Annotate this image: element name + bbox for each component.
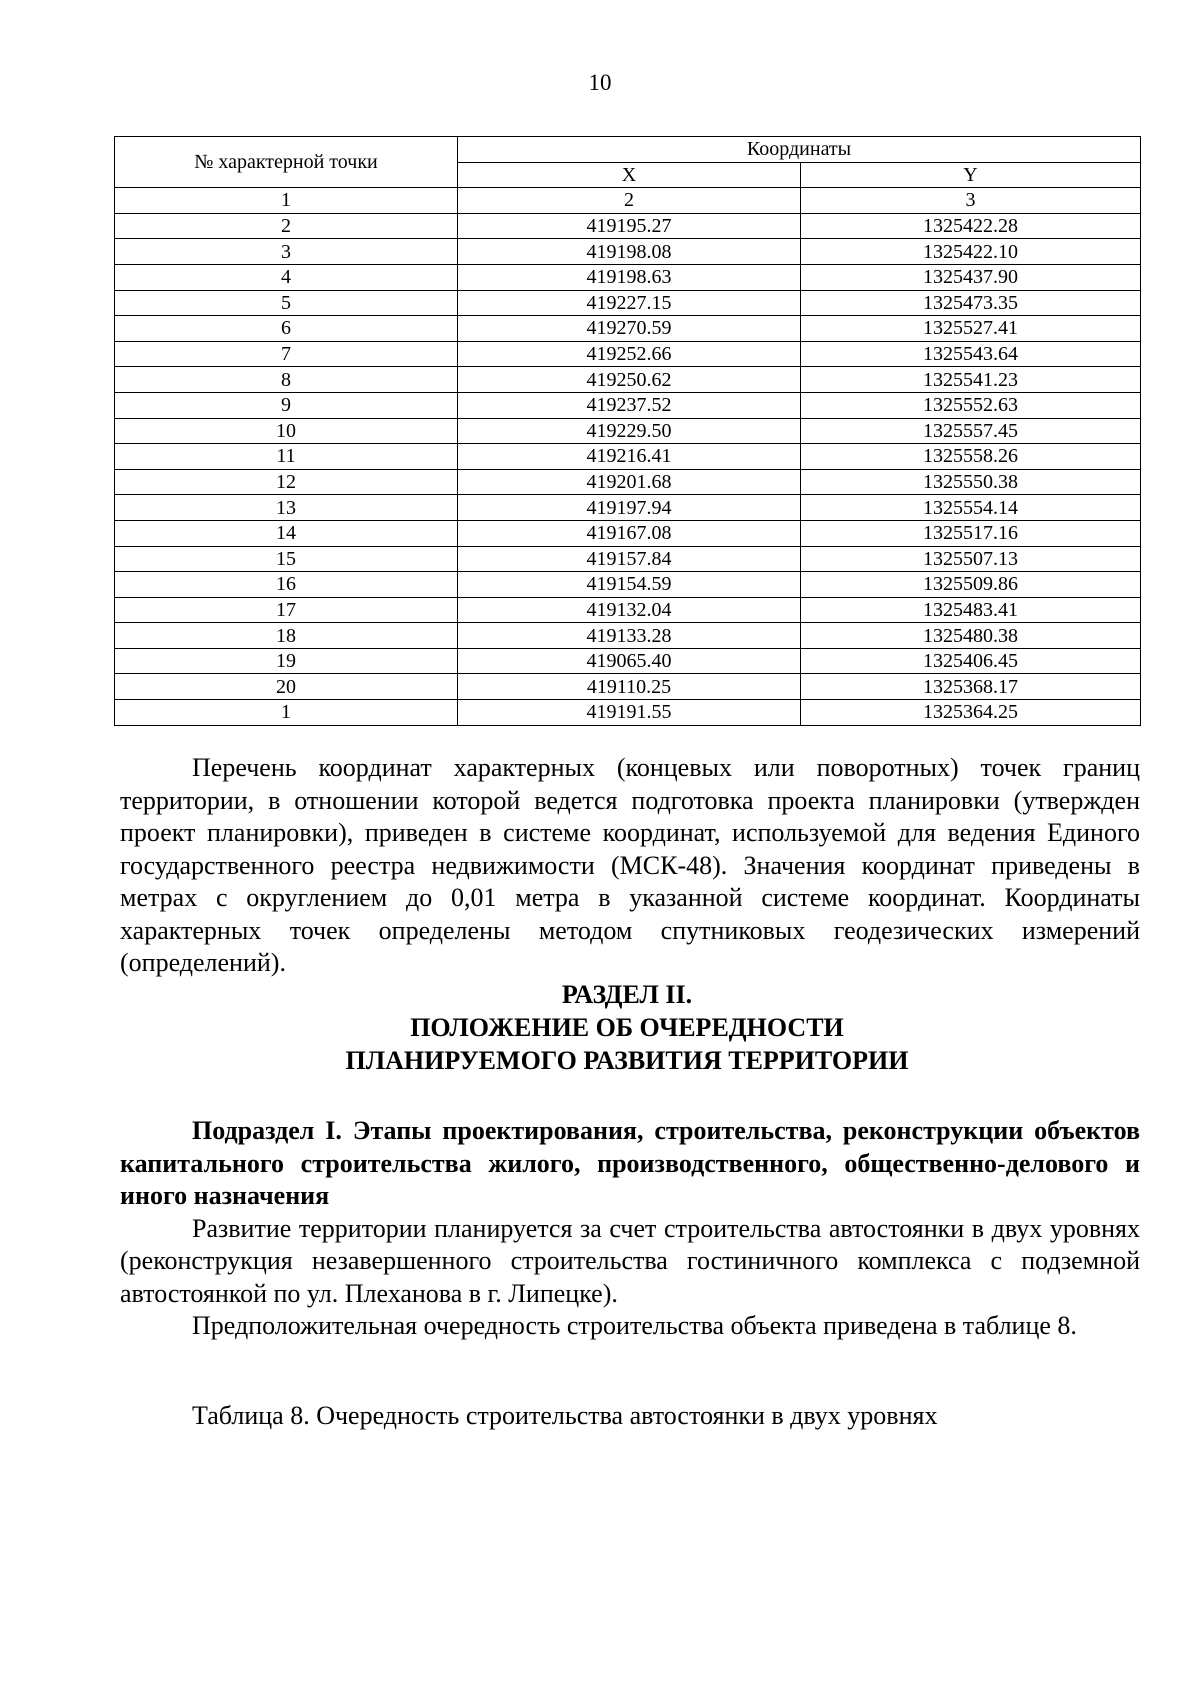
x-coordinate-cell: 419191.55 xyxy=(458,700,801,726)
table-row xyxy=(115,572,1141,598)
point-number-cell: 13 xyxy=(115,495,458,521)
y-coordinate-cell: 1325422.10 xyxy=(801,239,1141,265)
y-coordinate-cell: 1325473.35 xyxy=(801,290,1141,316)
point-number-cell: 20 xyxy=(115,674,458,700)
x-coordinate-cell: 419110.25 xyxy=(458,674,801,700)
y-coordinate-cell: 1325541.23 xyxy=(801,367,1141,393)
table-row xyxy=(115,316,1141,342)
point-number-cell: 10 xyxy=(115,418,458,444)
section-title-line: ПЛАНИРУЕМОГО РАЗВИТИЯ ТЕРРИТОРИИ xyxy=(345,1046,909,1075)
table-row xyxy=(115,239,1141,265)
point-number-cell: 16 xyxy=(115,572,458,598)
section-title xyxy=(0,978,1200,1077)
table-row xyxy=(115,495,1141,521)
point-number-cell: 17 xyxy=(115,597,458,623)
point-number-cell: 1 xyxy=(115,700,458,726)
table-row xyxy=(115,264,1141,290)
column-index-cell: 3 xyxy=(801,188,1141,214)
point-number-cell: 2 xyxy=(115,213,458,239)
table-caption-block xyxy=(120,1400,1140,1433)
point-number-cell: 9 xyxy=(115,392,458,418)
header-y: Y xyxy=(801,162,1141,188)
point-number-cell: 4 xyxy=(115,264,458,290)
y-coordinate-cell: 1325509.86 xyxy=(801,572,1141,598)
y-coordinate-cell: 1325557.45 xyxy=(801,418,1141,444)
table-row xyxy=(115,546,1141,572)
x-coordinate-cell: 419133.28 xyxy=(458,623,801,649)
x-coordinate-cell: 419167.08 xyxy=(458,520,801,546)
coordinates-table-header xyxy=(115,137,1141,214)
x-coordinate-cell: 419195.27 xyxy=(458,213,801,239)
y-coordinate-cell: 1325543.64 xyxy=(801,341,1141,367)
point-number-cell: 3 xyxy=(115,239,458,265)
header-x: X xyxy=(458,162,801,188)
column-index-row xyxy=(115,188,1141,214)
table-row xyxy=(115,367,1141,393)
y-coordinate-cell: 1325552.63 xyxy=(801,392,1141,418)
y-coordinate-cell: 1325422.28 xyxy=(801,213,1141,239)
table-row xyxy=(115,418,1141,444)
point-number-cell: 5 xyxy=(115,290,458,316)
point-number-cell: 8 xyxy=(115,367,458,393)
y-coordinate-cell: 1325368.17 xyxy=(801,674,1141,700)
table-row xyxy=(115,700,1141,726)
order-paragraph: Предположительная очередность строительства объекта приведена в таблице 8. xyxy=(192,1311,1077,1340)
table-row xyxy=(115,597,1141,623)
page-number: 10 xyxy=(588,70,612,95)
table-row xyxy=(115,469,1141,495)
subsection-title: Подраздел I. Этапы проектирования, строительства, реконструкции объектов капитального строительства жилого, производственного, общественно-делового и иного назначения xyxy=(120,1116,1140,1210)
x-coordinate-cell: 419065.40 xyxy=(458,648,801,674)
development-paragraph: Развитие территории планируется за счет строительства автостоянки в двух уровнях (реконструкция незавершенного строительства гостиничного комплекса с подземной автостоянкой по ул. Плеханова в г. Липецке). xyxy=(120,1213,1140,1308)
header-point-number: № характерной точки xyxy=(115,137,458,188)
y-coordinate-cell: 1325558.26 xyxy=(801,444,1141,470)
x-coordinate-cell: 419250.62 xyxy=(458,367,801,393)
table-row xyxy=(115,444,1141,470)
table-row xyxy=(115,341,1141,367)
table-row xyxy=(115,520,1141,546)
y-coordinate-cell: 1325483.41 xyxy=(801,597,1141,623)
y-coordinate-cell: 1325437.90 xyxy=(801,264,1141,290)
x-coordinate-cell: 419201.68 xyxy=(458,469,801,495)
y-coordinate-cell: 1325406.45 xyxy=(801,648,1141,674)
x-coordinate-cell: 419154.59 xyxy=(458,572,801,598)
coords-paragraph: Перечень координат характерных (концевых или поворотных) точек границ территории, в отношении которой ведется подготовка проекта планировки (утвержден проект планировки), приведен в системе координат, используемой для ведения Единого государственного реестра недвижимости (МСК-48). Значения координат приведены в метрах с округлением до 0,01 метра в указанной системе координат. Координаты характерных точек определены методом спутниковых геодезических измерений (определений). xyxy=(120,753,1140,977)
column-index-cell: 2 xyxy=(458,188,801,214)
point-number-cell: 7 xyxy=(115,341,458,367)
y-coordinate-cell: 1325507.13 xyxy=(801,546,1141,572)
x-coordinate-cell: 419198.63 xyxy=(458,264,801,290)
section-title-line: РАЗДЕЛ II. xyxy=(561,980,693,1009)
y-coordinate-cell: 1325517.16 xyxy=(801,520,1141,546)
point-number-cell: 12 xyxy=(115,469,458,495)
x-coordinate-cell: 419197.94 xyxy=(458,495,801,521)
y-coordinate-cell: 1325527.41 xyxy=(801,316,1141,342)
x-coordinate-cell: 419198.08 xyxy=(458,239,801,265)
x-coordinate-cell: 419157.84 xyxy=(458,546,801,572)
column-index-cell: 1 xyxy=(115,188,458,214)
table-row xyxy=(115,392,1141,418)
x-coordinate-cell: 419216.41 xyxy=(458,444,801,470)
table-row xyxy=(115,213,1141,239)
table-row xyxy=(115,648,1141,674)
x-coordinate-cell: 419270.59 xyxy=(458,316,801,342)
x-coordinate-cell: 419227.15 xyxy=(458,290,801,316)
table-row xyxy=(115,674,1141,700)
table-row xyxy=(115,623,1141,649)
point-number-cell: 18 xyxy=(115,623,458,649)
point-number-cell: 14 xyxy=(115,520,458,546)
point-number-cell: 6 xyxy=(115,316,458,342)
y-coordinate-cell: 1325480.38 xyxy=(801,623,1141,649)
coords-description xyxy=(120,752,1140,980)
table-caption: Таблица 8. Очередность строительства автостоянки в двух уровнях xyxy=(192,1401,938,1430)
x-coordinate-cell: 419229.50 xyxy=(458,418,801,444)
point-number-cell: 15 xyxy=(115,546,458,572)
section-title-line: ПОЛОЖЕНИЕ ОБ ОЧЕРЕДНОСТИ xyxy=(410,1013,844,1042)
coordinates-table xyxy=(114,136,1141,726)
x-coordinate-cell: 419252.66 xyxy=(458,341,801,367)
header-coordinates: Координаты xyxy=(458,137,1141,163)
table-row xyxy=(115,290,1141,316)
subsection xyxy=(120,1115,1140,1343)
coordinates-table-body xyxy=(115,213,1141,725)
y-coordinate-cell: 1325550.38 xyxy=(801,469,1141,495)
y-coordinate-cell: 1325554.14 xyxy=(801,495,1141,521)
y-coordinate-cell: 1325364.25 xyxy=(801,700,1141,726)
x-coordinate-cell: 419132.04 xyxy=(458,597,801,623)
point-number-cell: 19 xyxy=(115,648,458,674)
point-number-cell: 11 xyxy=(115,444,458,470)
x-coordinate-cell: 419237.52 xyxy=(458,392,801,418)
